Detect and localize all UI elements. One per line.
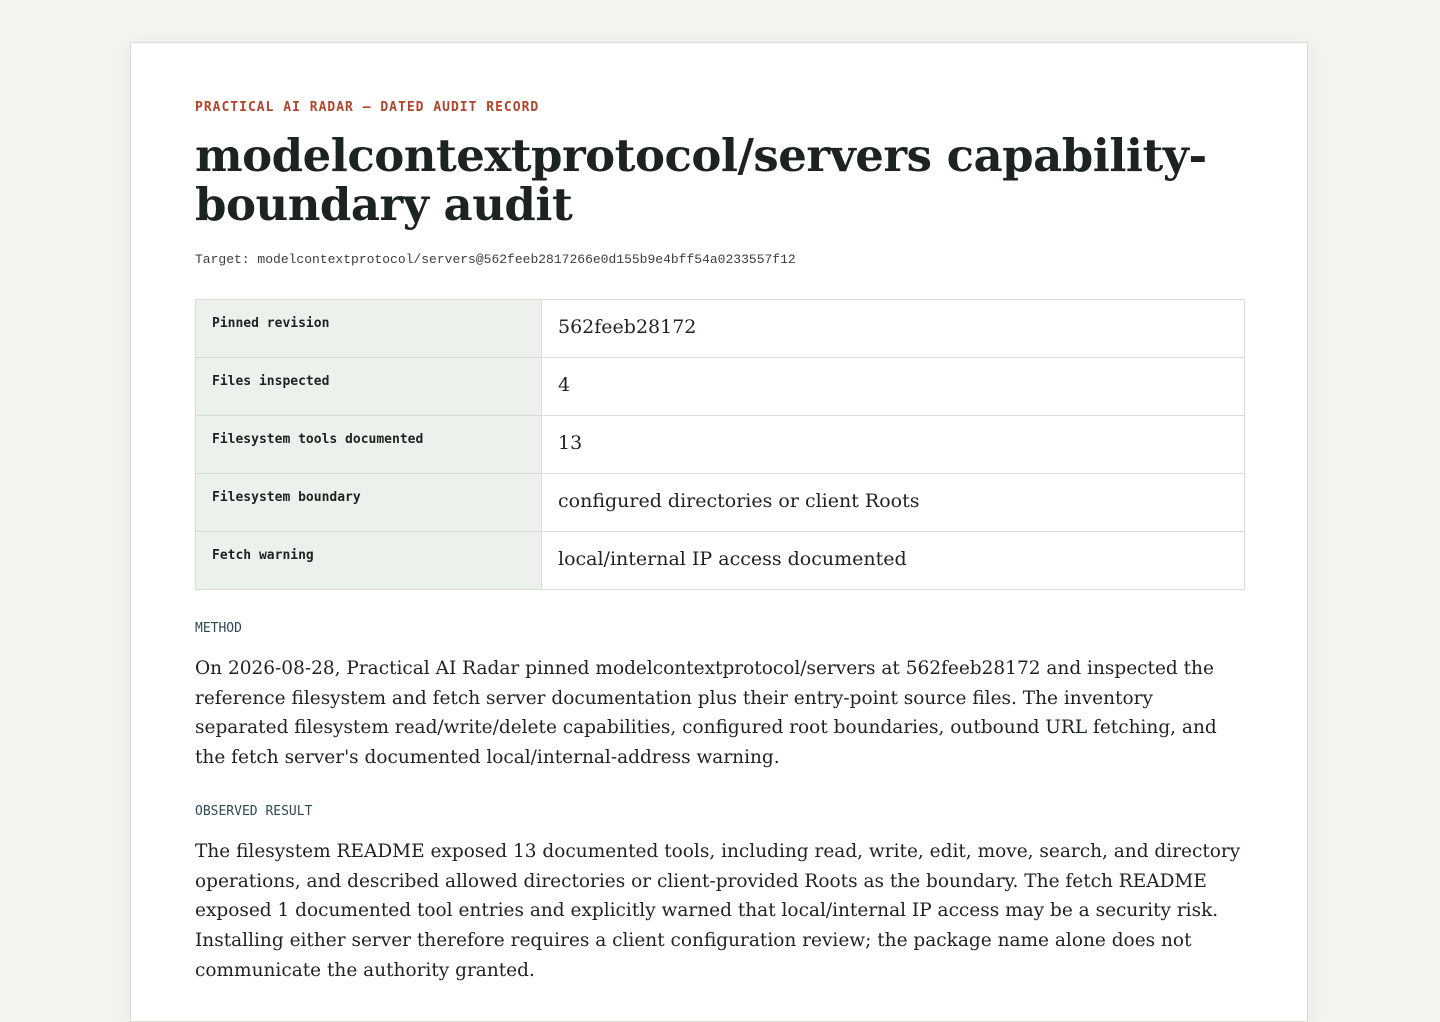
eyebrow-label: PRACTICAL AI RADAR — DATED AUDIT RECORD [195, 100, 540, 115]
fact-value-fetch-warning: local/internal IP access documented [542, 532, 1245, 590]
table-row [196, 300, 1245, 358]
table-row [196, 358, 1245, 416]
fact-label-fetch-warning: Fetch warning [196, 532, 542, 590]
method-heading: METHOD [195, 621, 242, 636]
fact-value-files-inspected: 4 [542, 358, 1245, 416]
observed-result-paragraph: The filesystem README exposed 13 documented tools, including read, write, edit, move, search, and directory operations, and described allowed directories or client-provided Roots as the boundary. The fetch README exposed 1 documented tool entries and explicitly warned that local/internal IP access may be a security risk. Installing either server therefore requires a client configuration review; the package name alone does not communicate the authority granted. [195, 840, 1241, 981]
fact-label-filesystem-tools: Filesystem tools documented [196, 416, 542, 474]
table-row [196, 474, 1245, 532]
target-reference: Target: modelcontextprotocol/servers@562feeb2817266e0d155b9e4bff54a0233557f12 [195, 252, 796, 267]
fact-label-filesystem-boundary: Filesystem boundary [196, 474, 542, 532]
facts-table [195, 299, 1245, 590]
page-title: modelcontextprotocol/servers capability-boundary audit [195, 129, 1207, 231]
fact-label-files-inspected: Files inspected [196, 358, 542, 416]
observed-result-heading: OBSERVED RESULT [195, 803, 313, 819]
fact-label-pinned-revision: Pinned revision [196, 300, 542, 358]
fact-value-filesystem-boundary: configured directories or client Roots [542, 474, 1245, 532]
table-row [196, 532, 1245, 590]
fact-value-filesystem-tools: 13 [542, 416, 1245, 474]
table-row [196, 416, 1245, 474]
fact-value-pinned-revision: 562feeb28172 [542, 300, 1245, 358]
audit-record-content [195, 99, 1245, 985]
method-paragraph: On 2026-08-28, Practical AI Radar pinned modelcontextprotocol/servers at 562feeb28172 and inspected the reference filesystem and fetch server documentation plus their entry-point source files. The inventory separated filesystem read/write/delete capabilities, configured root boundaries, outbound URL fetching, and the fetch server's documented local/internal-address warning. [195, 658, 1217, 769]
audit-record-card [130, 42, 1308, 1022]
